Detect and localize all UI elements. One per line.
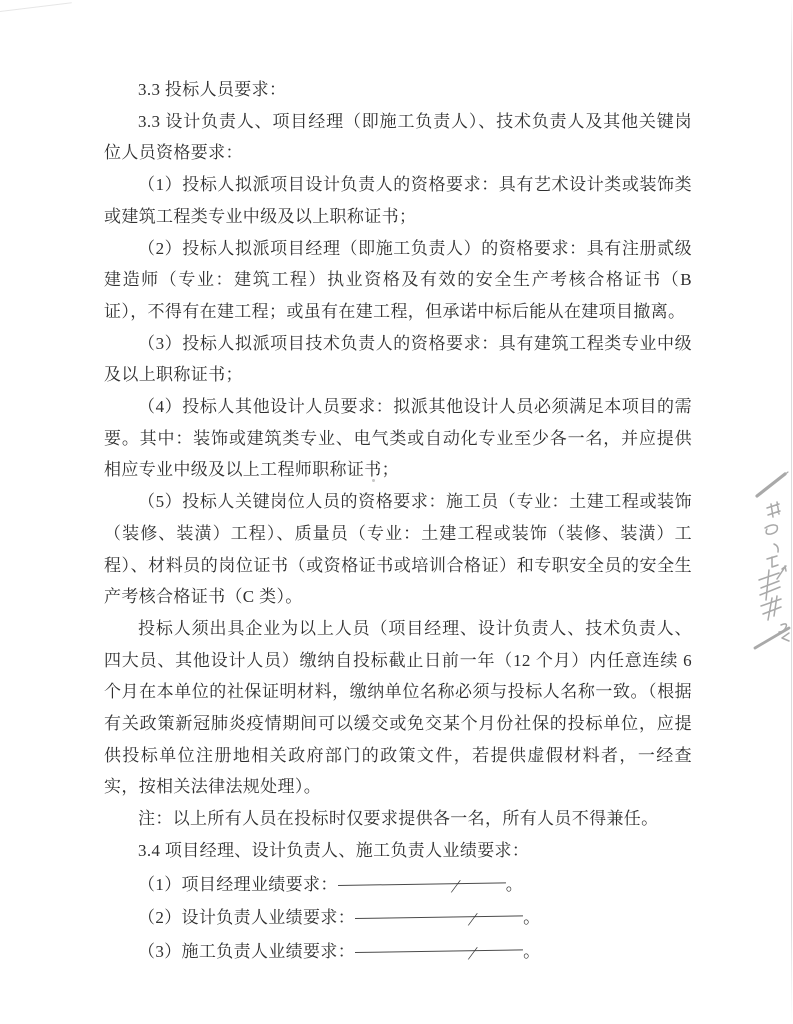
paragraph-note: 注：以上所有人员在投标时仅要求提供各一名，所有人员不得兼任。: [138, 809, 659, 829]
blank-line-row-2: [104, 902, 692, 934]
blank-label-1: （1）项目经理业绩要求：: [138, 874, 338, 894]
section-heading-3-3: 3.3 投标人员要求：: [138, 80, 287, 99]
document-body: [104, 74, 692, 968]
scan-edge-right: [791, 0, 793, 1024]
blank-period-3: 。: [523, 941, 541, 961]
scan-edge-top: [0, 2, 72, 12]
blank-label-3: （3）施工负责人业绩要求：: [138, 941, 356, 961]
fill-in-blank-2: [355, 898, 523, 930]
section-heading-3-4: 3.4 项目经理、设计负责人、施工负责人业绩要求：: [138, 840, 530, 860]
blank-period-2: 。: [523, 908, 541, 928]
paragraph-item-1: （1）投标人拟派项目设计负责人的资格要求：具有艺术设计类或装饰类或建筑工程类专业中级及以上职称证书；: [104, 175, 692, 226]
handwritten-margin-mark: [747, 462, 793, 652]
blank-label-2: （2）设计负责人业绩要求：: [138, 908, 356, 928]
fill-in-blank-1: [337, 864, 505, 896]
paragraph-requirements-intro: 3.3 设计负责人、项目经理（即施工负责人）、技术负责人及其他关键岗位人员资格要求：: [104, 111, 692, 163]
blank-period-1: 。: [505, 874, 524, 894]
blank-line-row-3: [104, 936, 692, 968]
slash-mark-1: /: [450, 875, 461, 896]
scan-speck: [372, 479, 375, 482]
paragraph-item-5: （5）投标人关键岗位人员的资格要求：施工员（专业：土建工程或装饰（装修、装潢）工程）、质量员（专业：土建工程或装饰（装修、装潢）工程）、材料员的岗位证书（或资格证书或培训合格证）和专职安全员的安全生产考核合格证书（C 类）。: [104, 492, 692, 607]
blank-line-row-1: [104, 869, 692, 901]
slash-mark-2: /: [468, 909, 479, 930]
paragraph-social-security: 投标人须出具企业为以上人员（项目经理、设计负责人、技术负责人、四大员、其他设计人员）缴纳自投标截止日前一年（12 个月）内任意连续 6 个月在本单位的社保证明材料，缴纳单位名称必须与投标人名称一致。（根据有关政策新冠肺炎疫情期间可以缓交或免交某个月份社保的投标单位，应提供投标单位注册地相关政府部门的政策文件，若提供虚假材料者，一经查实，按相关法律法规处理）。: [104, 618, 692, 797]
paragraph-item-2: （2）投标人拟派项目经理（即施工负责人）的资格要求：具有注册贰级建造师（专业：建筑工程）执业资格及有效的安全生产考核合格证书（B 证），不得有在建工程；或虽有在建工程，但承诺中标后能从在建项目撤离。: [104, 238, 692, 321]
slash-mark-3: /: [468, 943, 479, 964]
fill-in-blank-3: [355, 931, 523, 964]
paragraph-item-4: （4）投标人其他设计人员要求：拟派其他设计人员必须满足本项目的需要。其中：装饰或建筑类专业、电气类或自动化专业至少各一名，并应提供相应专业中级及以上工程师职称证书；: [104, 397, 692, 480]
paragraph-item-3: （3）投标人拟派项目技术负责人的资格要求：具有建筑工程类专业中级及以上职称证书；: [104, 333, 692, 385]
